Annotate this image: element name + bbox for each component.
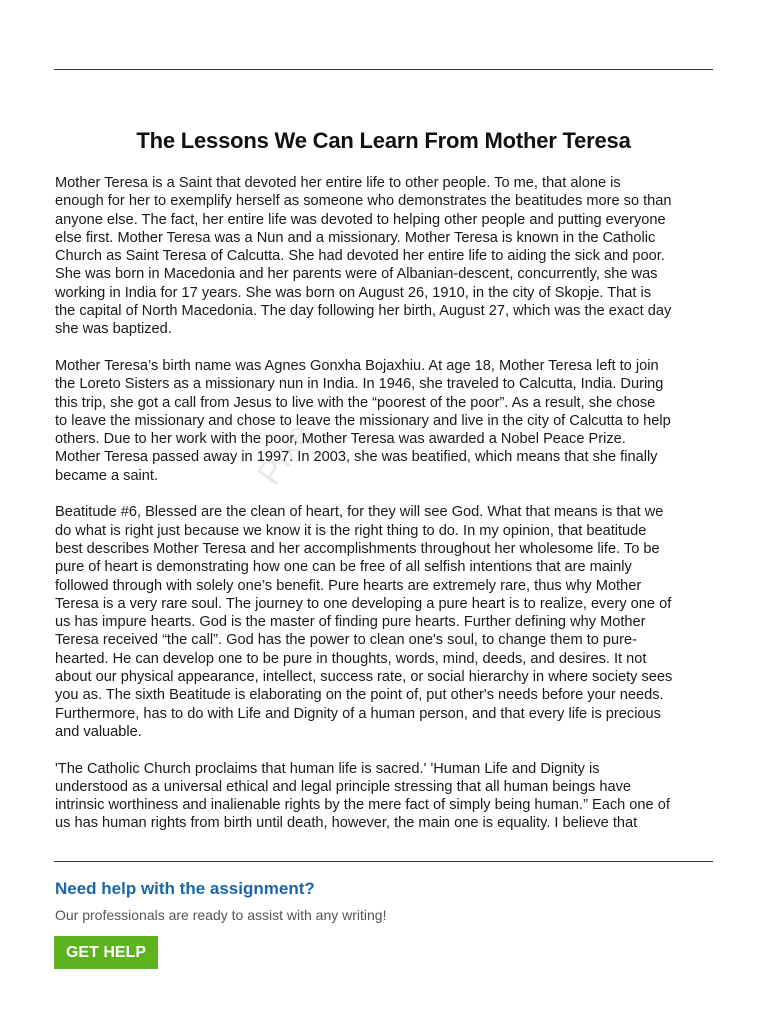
paragraph-line: do what is right just because we know it is the right thing to do. In my opinion, that beatitude: [55, 522, 647, 539]
paragraph-line: pure of heart is demonstrating how one can be free of all selfish intentions that are mainly: [55, 559, 632, 576]
paragraph-line: Teresa is a very rare soul. The journey to one developing a pure heart is to realize, every one of: [55, 595, 672, 612]
document-title: The Lessons We Can Learn From Mother Teresa: [136, 128, 631, 153]
paragraph-line: Mother Teresa’s birth name was Agnes Gonxha Bojaxhiu. At age 18, Mother Teresa left to join: [55, 357, 659, 374]
top-divider: [54, 69, 713, 70]
paragraph-line: and valuable.: [55, 723, 142, 740]
bottom-divider: [54, 861, 713, 862]
paragraph-line: best describes Mother Teresa and her accomplishments throughout her wholesome life. To be: [55, 540, 660, 557]
paragraph-line: Beatitude #6, Blessed are the clean of heart, for they will see God. What that means is that we: [55, 504, 664, 521]
paragraph-line: followed through with solely one’s benefit. Pure hearts are extremely rare, thus why Mother: [55, 577, 642, 594]
paragraph-line: the capital of North Macedonia. The day following her birth, August 27, which was the exact day: [55, 303, 672, 320]
paragraph-line: Church as Saint Teresa of Calcutta. She had devoted her entire life to aiding the sick and poor.: [55, 248, 665, 265]
paragraph-2: [55, 357, 713, 485]
paragraph-line: Mother Teresa is a Saint that devoted her entire life to other people. To me, that alone is: [55, 175, 621, 191]
paragraph-line: Mother Teresa passed away in 1997. In 2003, she was beatified, which means that she finally: [55, 449, 658, 466]
essay-body: [55, 174, 713, 851]
paragraph-4: [55, 760, 713, 833]
paragraph-line: the Loreto Sisters as a missionary nun in India. In 1946, she traveled to Calcutta, India. During: [55, 376, 664, 393]
paragraph-line: us has human rights from birth until death, however, the main one is equality. I believe that: [55, 815, 638, 832]
paragraph-line: anyone else. The fact, her entire life was devoted to helping other people and putting everyone: [55, 211, 666, 228]
watermark: Pixe: [250, 415, 320, 492]
paragraph-3: [55, 503, 713, 741]
paragraph-line: 'The Catholic Church proclaims that human life is sacred.' 'Human Life and Dignity is: [55, 760, 600, 777]
help-subtext: Our professionals are ready to assist with any writing!: [55, 907, 387, 923]
paragraph-line: Furthermore, has to do with Life and Dignity of a human person, and that every life is precious: [55, 705, 661, 722]
paragraph-line: she was baptized.: [55, 321, 172, 338]
paragraph-line: hearted. He can develop one to be pure in thoughts, words, mind, deeds, and desires. It not: [55, 650, 647, 667]
paragraph-line: understood as a universal ethical and legal principle stressing that all human beings have: [55, 778, 631, 795]
paragraph-line: others. Due to her work with the poor, Mother Teresa was awarded a Nobel Peace Prize.: [55, 431, 626, 448]
paragraph-line: us has impure hearts. God is the master of finding pure hearts. Further defining why Mother: [55, 614, 646, 631]
paragraph-line: enough for her to exemplify herself as someone who demonstrates the beatitudes more so than: [55, 193, 672, 210]
paragraph-line: working in India for 17 years. She was born on August 26, 1910, in the city of Skopje. That is: [55, 284, 651, 301]
help-heading: Need help with the assignment?: [55, 879, 315, 898]
paragraph-line: became a saint.: [55, 467, 159, 484]
paragraph-line: about our physical appearance, intellect, success rate, or social hierarchy in where society sees: [55, 669, 673, 686]
paragraph-line: to leave the missionary and chose to leave the missionary and live in the city of Calcutta to help: [55, 412, 671, 429]
paragraph-line: this trip, she got a call from Jesus to live with the “poorest of the poor”. As a result, she chose: [55, 394, 656, 411]
paragraph-line: intrinsic worthiness and inalienable rights by the mere fact of simply being human.” Each one of: [55, 797, 670, 814]
paragraph-line: Teresa received “the call”. God has the power to clean one's soul, to change them to pure-: [55, 632, 637, 649]
paragraph-1: [55, 174, 713, 339]
paragraph-line: you as. The sixth Beatitude is elaborating on the point of, put other's needs before your needs.: [55, 687, 664, 704]
paragraph-line: She was born in Macedonia and her parents were of Albanian-descent, concurrently, she was: [55, 266, 658, 283]
get-help-button[interactable]: GET HELP: [54, 936, 158, 969]
paragraph-line: else first. Mother Teresa was a Nun and a missionary. Mother Teresa is known in the Catholic: [55, 229, 656, 246]
